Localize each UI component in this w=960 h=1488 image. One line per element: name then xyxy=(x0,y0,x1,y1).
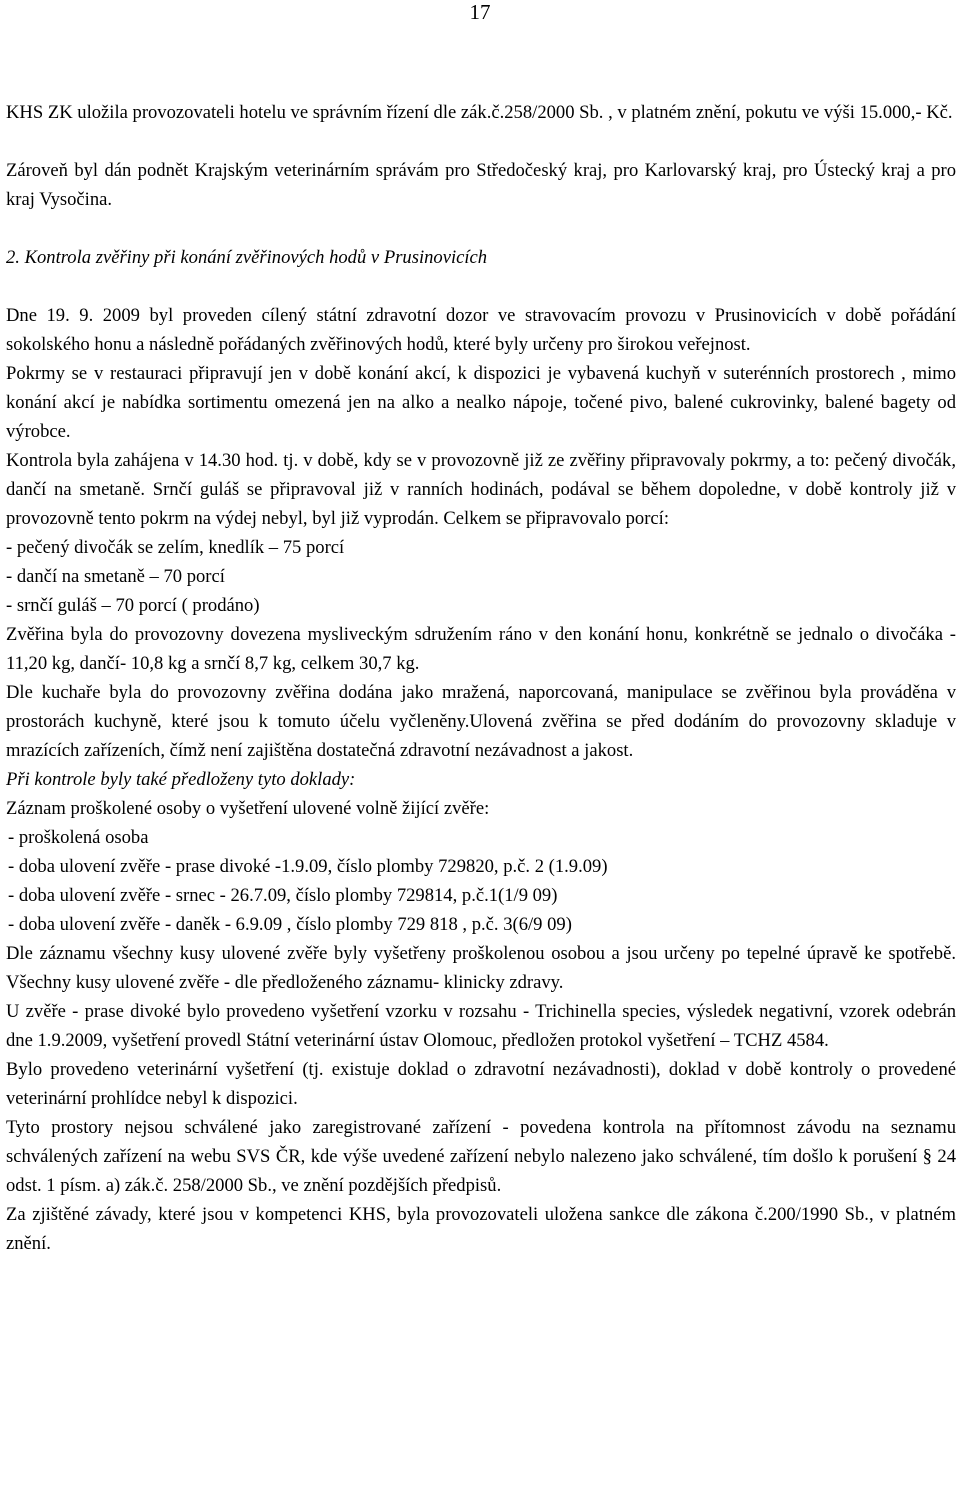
record-item: - doba ulovení zvěře - prase divoké -1.9.09, číslo plomby 729820, p.č. 2 (1.9.09) xyxy=(8,856,608,877)
paragraph-record: Dle záznamu všechny kusy ulovené zvěře byly vyšetřeny proškolenou osobou a jsou určeny po tepelné úpravě ke spotřebě. Všechny kusy ulovené zvěře - dle předloženého záznamu- klinicky zdravy. xyxy=(6,943,956,993)
record-item: - doba ulovení zvěře - srnec - 26.7.09, číslo plomby 729814, p.č.1(1/9 09) xyxy=(8,885,558,906)
portion-list xyxy=(6,533,956,620)
record-title: Záznam proškolené osoby o vyšetření ulovené volně žijící zvěře: xyxy=(6,798,490,819)
paragraph-food: Pokrmy se v restauraci připravují jen v době konání akcí, k dispozici je vybavená kuchyň v suterénních prostorech , mimo konání akcí je nabídka sortimentu omezená jen na alko a nealko nápoje, točené pivo, balené cukrovinky, balené bagety od výrobce. xyxy=(6,363,956,442)
page-number: 17 xyxy=(469,0,491,24)
record-item: - proškolená osoba xyxy=(8,827,149,848)
paragraph-cook: Dle kuchaře byla do provozovny zvěřina dodána jako mražená, naporcovaná, manipulace se zvěřinou byla prováděna v prostorách kuchyně, které jsou k tomuto účelu vyčleněny.Ulovená zvěřina se před dodáním do provozovny skladuje v mrazících zařízeních, čímž není zajištěna dostatečná zdravotní nezávadnost a jakost. xyxy=(6,682,956,761)
documents-heading: Při kontrole byly také předloženy tyto doklady: xyxy=(6,769,356,790)
paragraph-control: Kontrola byla zahájena v 14.30 hod. tj. v době, kdy se v provozovně již ze zvěřiny připravovaly pokrmy, a to: pečený divočák, dančí na smetaně. Srnčí guláš se připravoval již v ranních hodinách, podával se během dopoledne, v době kontroly již v provozovně tento pokrm na výdej nebyl, byl již vyprodán. Celkem se připravovalo porcí: xyxy=(6,450,956,529)
document-body xyxy=(6,98,956,1258)
portion-item: - dančí na smetaně – 70 porcí xyxy=(6,566,225,587)
paragraph-notice: Zároveň byl dán podnět Krajským veterinárním správám pro Středočeský kraj, pro Karlovarský kraj, pro Ústecký kraj a pro kraj Vysočina. xyxy=(6,160,956,210)
portion-item: - srnčí guláš – 70 porcí ( prodáno) xyxy=(6,595,260,616)
paragraph-intro: Dne 19. 9. 2009 byl proveden cílený státní zdravotní dozor ve stravovacím provozu v Prusinovicích v době pořádání sokolského honu a následně pořádaných zvěřinových hodů, které byly určeny pro širokou veřejnost. xyxy=(6,305,956,355)
paragraph-fine: KHS ZK uložila provozovateli hotelu ve správním řízení dle zák.č.258/2000 Sb. , v platném znění, pokutu ve výši 15.000,- Kč. xyxy=(6,102,953,123)
portion-item: - pečený divočák se zelím, knedlík – 75 porcí xyxy=(6,537,345,558)
paragraph-sanction: Za zjištěné závady, které jsou v kompetenci KHS, byla provozovateli uložena sankce dle zákona č.200/1990 Sb., v platném znění. xyxy=(6,1204,956,1254)
paragraph-trichinella: U zvěře - prase divoké bylo provedeno vyšetření vzorku v rozsahu - Trichinella species, výsledek negativní, vzorek odebrán dne 1.9.2009, vyšetření provedl Státní veterinární ústav Olomouc, předložen protokol vyšetření – TCHZ 4584. xyxy=(6,1001,956,1051)
record-list xyxy=(6,823,956,939)
paragraph-registry: Tyto prostory nejsou schválené jako zaregistrované zařízení - povedena kontrola na přítomnost závodu na seznamu schválených zařízení na webu SVS ČR, kde výše uvedené zařízení nebylo nalezeno jako schválené, tím došlo k porušení § 24 odst. 1 písm. a) zák.č. 258/2000 Sb., ve znění pozdějších předpisů. xyxy=(6,1117,956,1196)
section-heading: 2. Kontrola zvěřiny při konání zvěřinových hodů v Prusinovicích xyxy=(6,247,488,268)
record-item: - doba ulovení zvěře - daněk - 6.9.09 , číslo plomby 729 818 , p.č. 3(6/9 09) xyxy=(8,914,572,935)
paragraph-delivery: Zvěřina byla do provozovny dovezena mysliveckým sdružením ráno v den konání honu, konkrétně se jednalo o divočáka - 11,20 kg, dančí- 10,8 kg a srnčí 8,7 kg, celkem 30,7 kg. xyxy=(6,624,956,674)
paragraph-vet: Bylo provedeno veterinární vyšetření (tj. existuje doklad o zdravotní nezávadnosti), doklad v době kontroly o provedené veterinární prohlídce nebyl k dispozici. xyxy=(6,1059,956,1109)
